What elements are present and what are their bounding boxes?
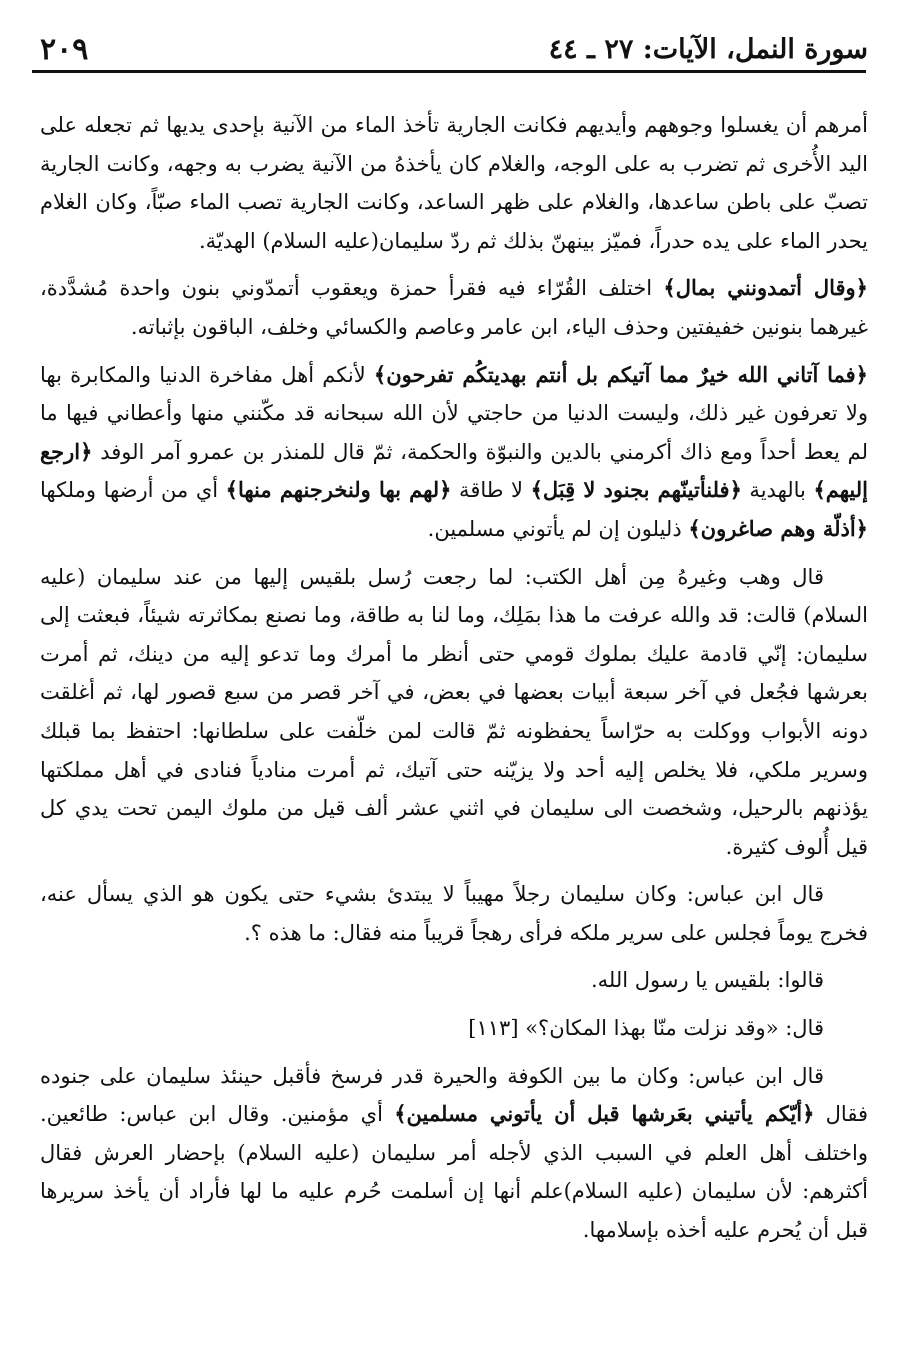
page-header — [40, 28, 868, 76]
paragraph — [40, 269, 868, 346]
paragraph — [40, 558, 868, 867]
paragraph — [40, 356, 868, 549]
body-text: قالوا: بلقيس يا رسول الله. — [590, 968, 824, 993]
page-body — [40, 106, 868, 1250]
quran-verse-quote: ﴿فلنأتينّهم بجنود لا قِبَل﴾ — [530, 477, 742, 503]
quran-verse-quote: ﴿فما آتاني الله خيرٌ مما آتيكم بل أنتم بهديتكُم تفرحون﴾ — [373, 361, 868, 387]
paragraph — [40, 1057, 868, 1250]
paragraph — [40, 1009, 868, 1048]
body-text: اختلف القُرّاء فيه فقرأ حمزة ويعقوب أتمدّوني بنون واحدة مُشدَّدة، غيرهما بنونين خفيفتين وحذف الياء، ابن عامر وعاصم والكسائي وخلف، الباقون بإثباته. — [40, 276, 868, 339]
body-text: لا طاقة — [451, 478, 531, 503]
paragraph — [40, 875, 868, 952]
body-text: قال: «وقد نزلت منّا بهذا المكان؟» [١١٣] — [468, 1016, 824, 1041]
quran-verse-quote: ﴿أيّكم يأتيني بعَرشها قبل أن يأتوني مسلمين﴾ — [394, 1101, 815, 1127]
body-text: أمرهم أن يغسلوا وجوههم وأيديهم فكانت الجارية تأخذ الماء من الآنية بإحدى يديها ثم تجعله على اليد الأُخرى ثم تضرب به على الوجه، والغلام كان يأخذهُ من الآنية يضرب به وجهه، وكانت الجارية تصبّ على باطن ساعدها، والغلام على ظهر الساعد، وكانت الجارية تصب الماء صبّاً، وكان الغلام يحدر الماء على يده حدراً، فميّز بينهنّ بذلك ثم ردّ سليمان(عليه السلام) الهديّة. — [40, 113, 868, 253]
body-text: قال وهب وغيرهُ مِن أهل الكتب: لما رجعت رُسل بلقيس إليها من عند سليمان (عليه السلام) قالت: قد والله عرفت ما هذا بمَلِك، وما لنا به طاقة، وما نصنع بمكاثرته شيئاً، فبعثت إلى سليمان: إنّي قادمة عليك بملوك قومي حتى أنظر ما أمرك وما تدعو إليه من دينك، ثم أمرت بعرشها فجُعل في آخر سبعة أبيات بعضها في بعض، في آخر قصر من سبع قصور لها، ثم أغلقت دونه الأبواب ووكلت به حرّاساً يحفظونه ثمّ قالت لمن خلّفت على سلطانها: احتفظ بما قبلك وسرير ملكي، فلا يخلص إليه أحد ولا يزيّنه حتى آتيك، ثم أمرت منادياً فنادى في أهل مملكتها يؤذنهم بالرحيل، وشخصت الى سليمان في اثني عشر ألف قيل من ملوك اليمن تحت يدي كل قيل أُلوف كثيرة. — [40, 564, 868, 859]
body-text: أي من أرضها وملكها — [40, 478, 226, 503]
body-text: ذليلون إن لم يأتوني مسلمين. — [427, 516, 689, 541]
quran-verse-quote: ﴿لهم بها ولنخرجنهم منها﴾ — [225, 477, 452, 503]
body-text: بالهدية — [741, 478, 814, 503]
body-text: لأنكم أهل مفاخرة الدنيا والمكابرة بها ولا تعرفون غير ذلك، وليست الدنيا من حاجتي لأن الله سبحانه قد مكّنني منها وأعطاني فيها ما لم يعط أحداً ومع ذاك أكرمني بالدين والنبوّة والحكمة، ثمّ قال للمنذر بن عمرو آمر الوفد — [40, 362, 868, 464]
body-text: قال ابن عباس: وكان ما بين الكوفة والحيرة قدر فرسخ فأقبل حينئذ سليمان على جنوده فقال — [40, 1063, 868, 1127]
body-text: أي مؤمنين. وقال ابن عباس: طائعين. واختلف أهل العلم في السبب الذي لأجله أمر سليمان (عليه السلام) بإحضار العرش فقال أكثرهم: لأن سليمان (عليه السلام)علم أنها إن أسلمت حُرم عليه ما لها فأراد أن يأخذ سريرها قبل أن يُحرم عليه أخذه بإسلامها. — [40, 1102, 868, 1243]
quran-verse-quote: ﴿وقال أتمدونني بمال﴾ — [663, 275, 868, 301]
paragraph — [40, 961, 868, 1000]
body-text: قال ابن عباس: وكان سليمان رجلاً مهيباً لا يبتدئ بشيء حتى يكون هو الذي يسأل عنه، فخرج يوماً فجلس على سرير ملكه فرأى رهجاً قريباً منه فقال: ما هذه ؟. — [40, 882, 868, 945]
page-number: ٢٠٩ — [40, 32, 89, 67]
paragraph — [40, 106, 868, 260]
quran-verse-quote: ﴿أذلّة وهم صاغرون﴾ — [688, 515, 868, 541]
surah-title: سورة النمل، الآيات: ٢٧ ـ ٤٤ — [548, 34, 868, 65]
quran-verse-quote: ﴿ارجع إليهم﴾ — [40, 438, 868, 503]
header-divider — [32, 70, 866, 73]
